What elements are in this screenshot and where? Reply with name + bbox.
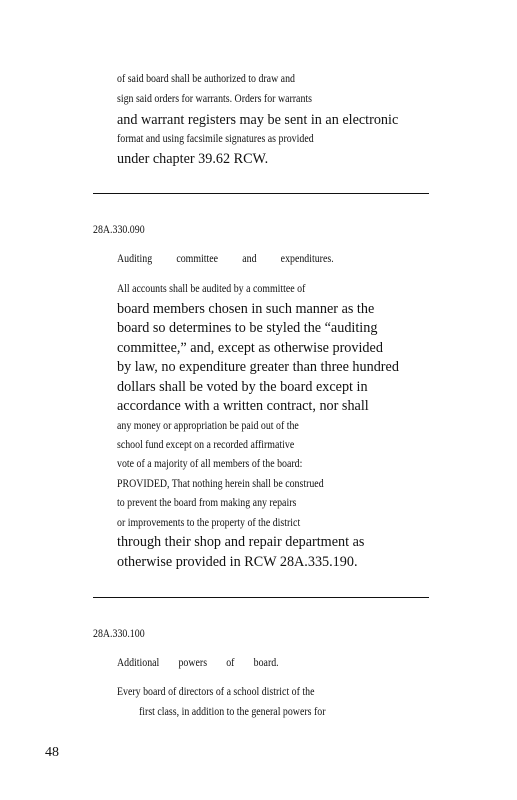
text-line: sign said orders for warrants. Orders for warrants (117, 93, 312, 105)
text-line: dollars shall be voted by the board except in (117, 379, 368, 395)
text-line: vote of a majority of all members of the board: (117, 458, 303, 470)
text-line: by law, no expenditure greater than three hundred (117, 359, 399, 375)
text-line: Every board of directors of a school district of the (117, 686, 315, 698)
text-line: committee,” and, except as otherwise provided (117, 340, 383, 356)
text-line: or improvements to the property of the district (117, 517, 301, 529)
text-line: PROVIDED, That nothing herein shall be construed (117, 478, 324, 490)
text-line: under chapter 39.62 RCW. (117, 151, 269, 167)
heading-word: and (242, 253, 257, 265)
text-line: board members chosen in such manner as the (117, 301, 375, 317)
text-line: any money or appropriation be paid out of the (117, 420, 299, 432)
heading-word: powers (178, 657, 208, 669)
text-line: All accounts shall be audited by a committee of (117, 283, 306, 295)
heading-word: expenditures. (280, 253, 334, 265)
section-divider (93, 193, 429, 194)
heading-word: Additional (117, 657, 160, 669)
text-line: through their shop and repair department as (117, 534, 365, 550)
text-line: first class, in addition to the general powers for (139, 706, 326, 718)
text-line: of said board shall be authorized to draw and (117, 73, 295, 85)
text-line: board so determines to be styled the “auditing (117, 320, 378, 336)
text-line: otherwise provided in RCW 28A.335.190. (117, 554, 358, 570)
section-heading (117, 658, 279, 670)
section-divider (93, 597, 429, 598)
section-number: 28A.330.090 (93, 224, 145, 236)
section-number: 28A.330.100 (93, 628, 145, 640)
text-line: accordance with a written contract, nor shall (117, 398, 369, 414)
heading-word: Auditing (117, 253, 153, 265)
text-line: format and using facsimile signatures as provided (117, 133, 314, 145)
text-line: and warrant registers may be sent in an electronic (117, 112, 399, 128)
page-number: 48 (45, 745, 59, 760)
text-line: school fund except on a recorded affirmative (117, 439, 295, 451)
section-heading (117, 254, 334, 266)
heading-word: board. (253, 657, 279, 669)
heading-word: committee (176, 253, 219, 265)
text-line: to prevent the board from making any repairs (117, 497, 297, 509)
heading-word: of (226, 657, 235, 669)
